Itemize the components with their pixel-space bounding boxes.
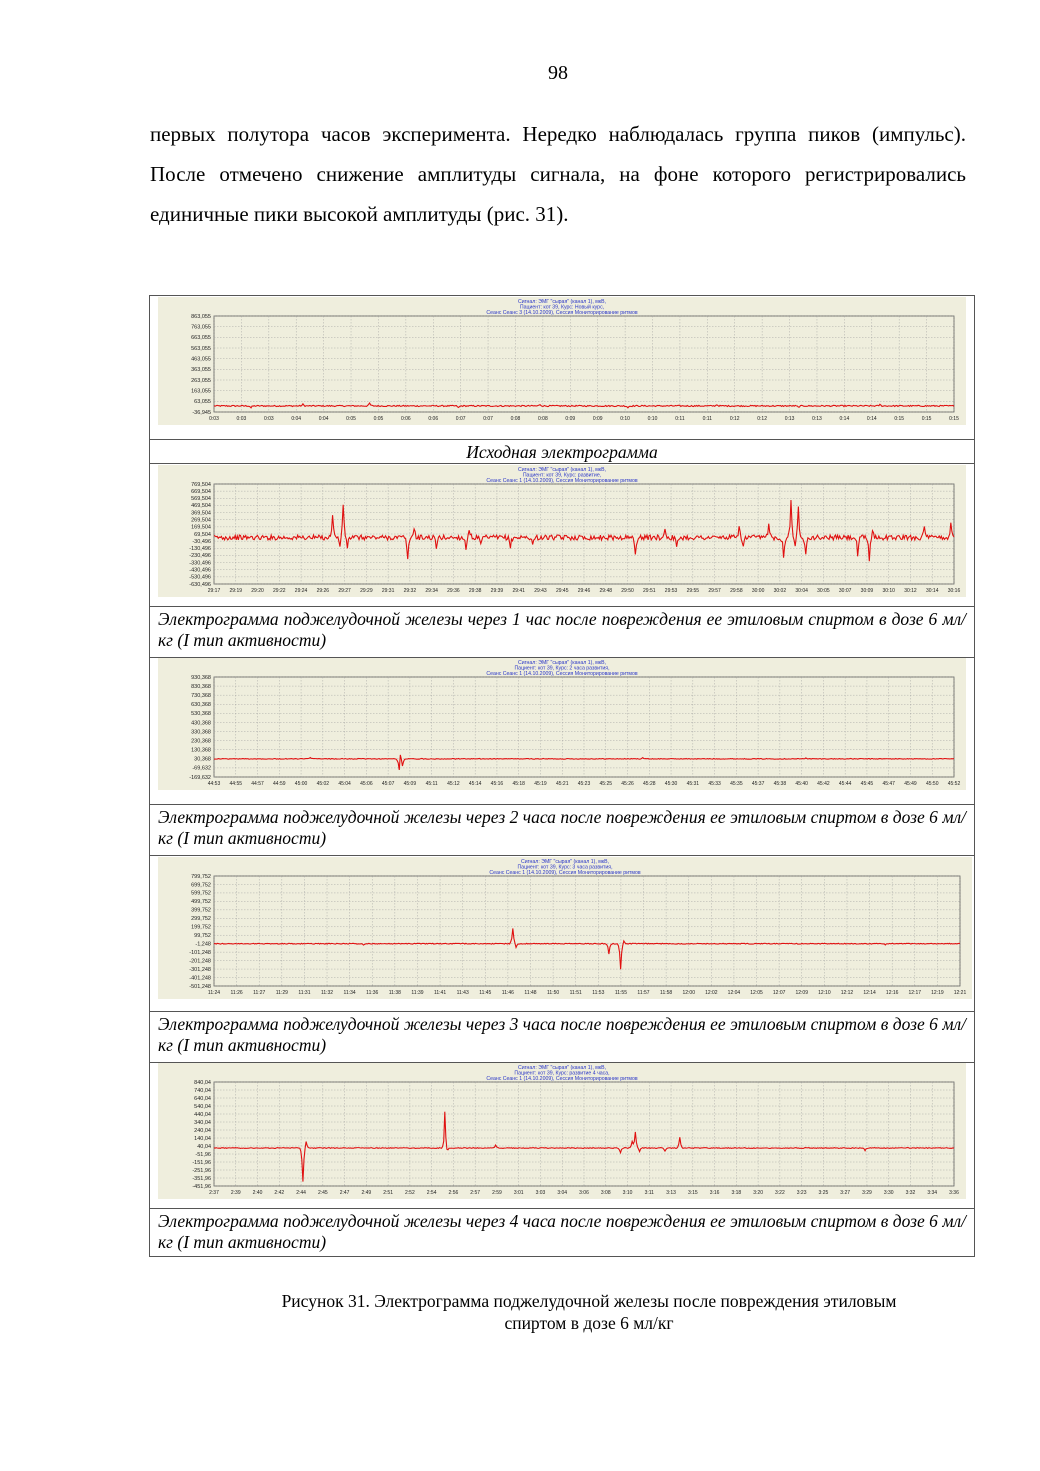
y-tick-label: 563,055 bbox=[191, 345, 211, 352]
x-tick-label: 3:15 bbox=[687, 1190, 698, 1196]
y-tick-label: 130,368 bbox=[191, 747, 211, 754]
x-tick-label: 0:05 bbox=[373, 416, 384, 422]
x-tick-label: 0:07 bbox=[455, 416, 466, 422]
x-tick-label: 11:41 bbox=[433, 990, 447, 996]
x-tick-label: 0:14 bbox=[839, 416, 850, 422]
x-tick-label: 45:23 bbox=[577, 781, 591, 787]
x-tick-label: 3:13 bbox=[666, 1190, 676, 1196]
x-tick-label: 0:11 bbox=[675, 416, 685, 422]
x-tick-label: 0:04 bbox=[291, 416, 302, 422]
x-tick-label: 12:00 bbox=[682, 990, 695, 996]
x-tick-label: 11:48 bbox=[524, 990, 537, 996]
y-tick-label: 199,752 bbox=[191, 924, 211, 931]
x-tick-label: 2:44 bbox=[296, 1190, 306, 1196]
y-tick-label: 630,368 bbox=[191, 702, 211, 709]
x-tick-label: 45:37 bbox=[751, 781, 765, 787]
x-tick-label: 45:02 bbox=[316, 781, 330, 787]
x-tick-label: 29:57 bbox=[708, 588, 721, 594]
panel-caption: Электрограмма поджелудочной железы через 1 час после повреждения ее этиловым спиртом в дозе 6 мл/кг (I тип активности) bbox=[150, 606, 974, 658]
x-tick-label: 2:42 bbox=[274, 1190, 285, 1196]
y-tick-label: 363,055 bbox=[191, 367, 211, 374]
y-tick-label: 399,752 bbox=[191, 907, 211, 914]
x-tick-label: 0:15 bbox=[894, 416, 905, 422]
x-tick-label: 0:08 bbox=[538, 416, 548, 422]
panel-caption: Электрограмма поджелудочной железы через 3 часа после повреждения ее этиловым спиртом в дозе 6 мл/кг (I тип активности) bbox=[150, 1011, 974, 1063]
x-tick-label: 0:06 bbox=[400, 416, 411, 422]
y-tick-label: -30,496 bbox=[192, 538, 211, 545]
y-tick-label: -301,248 bbox=[189, 966, 211, 973]
y-tick-label: 240,04 bbox=[194, 1127, 211, 1134]
y-tick-label: 440,04 bbox=[194, 1111, 211, 1118]
x-tick-label: 3:23 bbox=[796, 1190, 807, 1196]
plot-cell bbox=[150, 1063, 974, 1208]
x-tick-label: 3:22 bbox=[775, 1190, 785, 1196]
y-tick-label: -401,248 bbox=[189, 975, 211, 982]
y-tick-label: 863,055 bbox=[191, 313, 211, 320]
chart-header-text: Пациент: кот 39, Курс: Новый курс, bbox=[519, 304, 605, 311]
x-tick-label: 3:29 bbox=[862, 1190, 872, 1196]
y-tick-label: 740,04 bbox=[194, 1087, 211, 1094]
x-tick-label: 30:12 bbox=[904, 588, 917, 594]
x-tick-label: 45:49 bbox=[904, 781, 917, 787]
x-tick-label: 29:36 bbox=[447, 588, 460, 594]
x-tick-label: 12:04 bbox=[727, 990, 741, 996]
x-tick-label: 45:18 bbox=[512, 781, 525, 787]
x-tick-label: 2:39 bbox=[230, 1190, 241, 1196]
x-tick-label: 45:04 bbox=[338, 781, 351, 787]
y-tick-label: 430,368 bbox=[191, 720, 211, 727]
y-tick-label: 40,04 bbox=[197, 1143, 211, 1150]
y-tick-label: 340,04 bbox=[194, 1119, 211, 1126]
x-tick-label: 12:02 bbox=[705, 990, 718, 996]
chart-header-text: Сигнал: ЭМГ "сырая" (канал 1), мкВ, bbox=[518, 467, 606, 473]
chart-header-text: Пациент: кот 39, Курс: развитие, bbox=[522, 472, 602, 479]
y-tick-label: 569,504 bbox=[191, 496, 211, 503]
x-tick-label: 0:08 bbox=[510, 416, 521, 422]
x-tick-label: 30:09 bbox=[860, 588, 874, 594]
y-tick-label: 530,368 bbox=[191, 711, 211, 718]
y-tick-label: -501,248 bbox=[189, 983, 211, 990]
panel-caption: Исходная электрограмма bbox=[150, 439, 974, 464]
x-tick-label: 12:10 bbox=[818, 990, 831, 996]
y-tick-label: -430,496 bbox=[189, 567, 211, 574]
x-tick-label: 3:11 bbox=[644, 1190, 654, 1196]
y-tick-label: 230,368 bbox=[191, 738, 211, 745]
y-tick-label: 840,04 bbox=[194, 1079, 211, 1086]
x-tick-label: 29:29 bbox=[360, 588, 373, 594]
x-tick-label: 11:39 bbox=[411, 990, 424, 996]
x-tick-label: 11:34 bbox=[343, 990, 356, 996]
y-tick-label: 99,752 bbox=[194, 933, 211, 940]
plot-cell bbox=[150, 464, 974, 606]
x-tick-label: 0:12 bbox=[757, 416, 768, 422]
x-tick-label: 2:56 bbox=[448, 1190, 459, 1196]
x-tick-label: 0:10 bbox=[647, 416, 658, 422]
y-tick-label: 499,752 bbox=[191, 899, 211, 906]
x-tick-label: 45:06 bbox=[360, 781, 373, 787]
x-tick-label: 3:06 bbox=[579, 1190, 589, 1196]
x-tick-label: 29:53 bbox=[664, 588, 678, 594]
x-tick-label: 30:10 bbox=[882, 588, 895, 594]
x-tick-label: 45:11 bbox=[425, 781, 438, 787]
x-tick-label: 30:00 bbox=[751, 588, 765, 594]
x-tick-label: 2:47 bbox=[339, 1190, 350, 1196]
y-tick-label: 830,368 bbox=[191, 683, 211, 690]
x-tick-label: 29:46 bbox=[577, 588, 591, 594]
y-tick-label: -230,496 bbox=[189, 553, 211, 560]
y-tick-label: 369,504 bbox=[191, 510, 211, 517]
x-tick-label: 12:19 bbox=[931, 990, 944, 996]
y-tick-label: 640,04 bbox=[194, 1095, 211, 1102]
y-tick-label: 599,752 bbox=[191, 890, 211, 897]
y-tick-label: 299,752 bbox=[191, 916, 211, 923]
x-tick-label: 29:31 bbox=[381, 588, 395, 594]
x-tick-label: 0:13 bbox=[812, 416, 822, 422]
x-tick-label: 45:28 bbox=[643, 781, 656, 787]
y-tick-label: 699,752 bbox=[191, 882, 211, 889]
x-tick-label: 0:11 bbox=[702, 416, 713, 422]
x-tick-label: 29:43 bbox=[534, 588, 547, 594]
x-tick-label: 0:05 bbox=[346, 416, 356, 422]
x-tick-label: 30:07 bbox=[838, 588, 852, 594]
chart bbox=[158, 658, 966, 790]
y-tick-label: -36,945 bbox=[192, 409, 211, 416]
y-tick-label: -130,496 bbox=[189, 546, 211, 553]
x-tick-label: 3:36 bbox=[949, 1190, 959, 1196]
y-tick-label: 169,504 bbox=[191, 524, 211, 531]
x-tick-label: 0:03 bbox=[263, 416, 274, 422]
y-tick-label: 799,752 bbox=[191, 873, 211, 880]
x-tick-label: 0:09 bbox=[565, 416, 576, 422]
y-tick-label: 140,04 bbox=[194, 1135, 211, 1142]
x-tick-label: 3:20 bbox=[753, 1190, 763, 1196]
x-tick-label: 45:42 bbox=[817, 781, 830, 787]
y-tick-label: 469,504 bbox=[191, 503, 211, 510]
x-tick-label: 45:50 bbox=[925, 781, 939, 787]
y-tick-label: -451,96 bbox=[192, 1183, 211, 1190]
x-tick-label: 29:50 bbox=[621, 588, 634, 594]
chart-header-text: Сеанс Сеанс 1 (14.10.2009), Сессия Мониторирование ритмов bbox=[486, 1076, 638, 1082]
y-tick-label: 730,368 bbox=[191, 692, 211, 699]
x-tick-label: 0:10 bbox=[620, 416, 630, 422]
y-tick-label: -351,96 bbox=[192, 1175, 211, 1182]
x-tick-label: 0:09 bbox=[592, 416, 603, 422]
plot-cell bbox=[150, 658, 974, 804]
x-tick-label: 29:55 bbox=[686, 588, 700, 594]
y-tick-label: -101,248 bbox=[189, 949, 211, 956]
x-tick-label: 29:48 bbox=[599, 588, 613, 594]
x-tick-label: 12:16 bbox=[885, 990, 899, 996]
x-tick-label: 30:16 bbox=[947, 588, 961, 594]
x-tick-label: 30:05 bbox=[817, 588, 830, 594]
x-tick-label: 11:24 bbox=[207, 990, 221, 996]
x-tick-label: 45:25 bbox=[599, 781, 613, 787]
chart bbox=[158, 857, 972, 999]
chart bbox=[158, 1063, 966, 1199]
figure-table bbox=[149, 295, 975, 1257]
x-tick-label: 11:27 bbox=[253, 990, 266, 996]
x-tick-label: 11:32 bbox=[320, 990, 334, 996]
y-tick-label: -51,96 bbox=[195, 1151, 211, 1158]
chart-header-text: Сеанс Сеанс 1 (14.10.2009), Сессия Мониторирование ритмов bbox=[486, 478, 638, 484]
x-tick-label: 29:45 bbox=[555, 588, 569, 594]
x-tick-label: 45:44 bbox=[838, 781, 852, 787]
chart-header-text: Пациент: кот 39, Курс: 2 часа развития, bbox=[514, 665, 610, 672]
x-tick-label: 29:24 bbox=[294, 588, 308, 594]
y-tick-label: -1,248 bbox=[195, 941, 211, 948]
x-tick-label: 45:21 bbox=[555, 781, 569, 787]
x-tick-label: 3:30 bbox=[883, 1190, 894, 1196]
plot-cell bbox=[150, 296, 974, 439]
chart-header-text: Сеанс Сеанс 1 (14.10.2009), Сессия Мониторирование ритмов bbox=[486, 671, 638, 677]
x-tick-label: 11:31 bbox=[298, 990, 311, 996]
y-tick-label: -630,496 bbox=[189, 581, 211, 588]
y-tick-label: 163,055 bbox=[191, 388, 211, 395]
x-tick-label: 44:55 bbox=[229, 781, 243, 787]
chart-header-text: Сеанс Сеанс 1 (14.10.2009), Сессия Мониторирование ритмов bbox=[489, 870, 641, 876]
x-tick-label: 12:14 bbox=[863, 990, 876, 996]
chart-header-text: Сигнал: ЭМГ "сырая" (канал 1), мкВ, bbox=[518, 299, 606, 305]
y-tick-label: 463,055 bbox=[191, 356, 211, 363]
x-tick-label: 29:34 bbox=[425, 588, 438, 594]
x-tick-label: 29:58 bbox=[730, 588, 743, 594]
x-tick-label: 30:04 bbox=[795, 588, 808, 594]
y-tick-label: -330,496 bbox=[189, 560, 211, 567]
x-tick-label: 29:38 bbox=[468, 588, 482, 594]
x-tick-label: 29:26 bbox=[316, 588, 330, 594]
figure-caption bbox=[218, 1290, 960, 1334]
x-tick-label: 44:53 bbox=[207, 781, 221, 787]
x-tick-label: 2:59 bbox=[492, 1190, 502, 1196]
x-tick-label: 3:08 bbox=[600, 1190, 611, 1196]
x-tick-label: 11:53 bbox=[592, 990, 605, 996]
x-tick-label: 2:51 bbox=[383, 1190, 393, 1196]
chart-header-text: Сигнал: ЭМГ "сырая" (канал 1), мкВ, bbox=[518, 1065, 606, 1071]
x-tick-label: 0:15 bbox=[949, 416, 959, 422]
x-tick-label: 11:55 bbox=[614, 990, 627, 996]
x-tick-label: 11:26 bbox=[230, 990, 243, 996]
y-tick-label: 330,368 bbox=[191, 729, 211, 736]
x-tick-label: 29:27 bbox=[338, 588, 351, 594]
chart bbox=[158, 465, 966, 597]
x-tick-label: 3:25 bbox=[818, 1190, 829, 1196]
x-tick-label: 12:05 bbox=[750, 990, 763, 996]
x-tick-label: 45:31 bbox=[686, 781, 700, 787]
x-tick-label: 45:00 bbox=[294, 781, 308, 787]
x-tick-label: 0:06 bbox=[428, 416, 439, 422]
y-tick-label: 69,504 bbox=[194, 531, 211, 538]
x-tick-label: 3:10 bbox=[622, 1190, 633, 1196]
x-tick-label: 30:02 bbox=[773, 588, 787, 594]
x-tick-label: 11:57 bbox=[637, 990, 650, 996]
x-tick-label: 30:14 bbox=[925, 588, 939, 594]
y-tick-label: 30,368 bbox=[194, 756, 211, 763]
y-tick-label: 540,04 bbox=[194, 1103, 211, 1110]
x-tick-label: 45:52 bbox=[947, 781, 961, 787]
x-tick-label: 0:12 bbox=[729, 416, 740, 422]
y-tick-label: 269,504 bbox=[191, 517, 211, 524]
x-tick-label: 0:03 bbox=[209, 416, 219, 422]
x-tick-label: 3:27 bbox=[840, 1190, 851, 1196]
chart-header-text: Сеанс Сеанс 3 (14.10.2009), Сессия Мониторирование ритмов bbox=[486, 310, 638, 316]
x-tick-label: 11:29 bbox=[275, 990, 288, 996]
x-tick-label: 3:04 bbox=[557, 1190, 568, 1196]
x-tick-label: 2:37 bbox=[209, 1190, 219, 1196]
x-tick-label: 29:32 bbox=[403, 588, 417, 594]
body-paragraph: первых полутора часов эксперимента. Нередко наблюдалась группа пиков (импульс). После отмечено снижение амплитуды сигнала, на фоне которого регистрировались единичные пики высокой амплитуды (рис. 31). bbox=[150, 122, 966, 226]
x-tick-label: 3:16 bbox=[709, 1190, 720, 1196]
page-number: 98 bbox=[548, 62, 568, 84]
x-tick-label: 11:46 bbox=[501, 990, 514, 996]
plot-cell bbox=[150, 856, 974, 1011]
chart-header-text: Пациент: кот 39, Курс: развитие 4 часа, bbox=[514, 1070, 610, 1077]
x-tick-label: 45:14 bbox=[468, 781, 482, 787]
x-tick-label: 2:49 bbox=[361, 1190, 372, 1196]
x-tick-label: 45:33 bbox=[708, 781, 721, 787]
x-tick-label: 3:32 bbox=[905, 1190, 916, 1196]
x-tick-label: 2:40 bbox=[252, 1190, 263, 1196]
x-tick-label: 45:30 bbox=[664, 781, 678, 787]
x-tick-label: 45:47 bbox=[882, 781, 895, 787]
x-tick-label: 3:34 bbox=[927, 1190, 938, 1196]
x-tick-label: 0:07 bbox=[483, 416, 493, 422]
x-tick-label: 11:38 bbox=[388, 990, 401, 996]
x-tick-label: 0:15 bbox=[921, 416, 932, 422]
x-tick-label: 29:41 bbox=[512, 588, 525, 594]
chart bbox=[158, 297, 966, 425]
x-tick-label: 45:38 bbox=[773, 781, 787, 787]
x-tick-label: 44:59 bbox=[273, 781, 286, 787]
panel-caption: Электрограмма поджелудочной железы через 2 часа после повреждения ее этиловым спиртом в дозе 6 мл/кг (I тип активности) bbox=[150, 804, 974, 856]
x-tick-label: 0:13 bbox=[784, 416, 795, 422]
x-tick-label: 45:09 bbox=[403, 781, 417, 787]
x-tick-label: 45:12 bbox=[447, 781, 460, 787]
chart-header-text: Сигнал: ЭМГ "сырая" (канал 1), мкВ, bbox=[518, 660, 606, 666]
x-tick-label: 45:16 bbox=[490, 781, 504, 787]
y-tick-label: -169,632 bbox=[189, 774, 211, 781]
chart-header-text: Сигнал: ЭМГ "сырая" (канал 1), мкВ, bbox=[521, 859, 609, 865]
x-tick-label: 0:04 bbox=[318, 416, 329, 422]
x-tick-label: 3:18 bbox=[731, 1190, 742, 1196]
y-tick-label: 663,055 bbox=[191, 335, 211, 342]
x-tick-label: 11:43 bbox=[456, 990, 469, 996]
x-tick-label: 12:17 bbox=[908, 990, 922, 996]
chart-header-text: Пациент: кот 39, Курс: 3 часа развития, bbox=[517, 864, 613, 871]
x-tick-label: 11:36 bbox=[366, 990, 379, 996]
x-tick-label: 45:19 bbox=[534, 781, 547, 787]
y-tick-label: 63,055 bbox=[194, 399, 211, 406]
y-tick-label: -251,96 bbox=[192, 1167, 211, 1174]
x-tick-label: 45:07 bbox=[381, 781, 395, 787]
x-tick-label: 45:40 bbox=[795, 781, 808, 787]
x-tick-label: 2:52 bbox=[405, 1190, 415, 1196]
x-tick-label: 0:14 bbox=[866, 416, 877, 422]
x-tick-label: 29:19 bbox=[229, 588, 243, 594]
x-tick-label: 12:09 bbox=[795, 990, 809, 996]
x-tick-label: 45:26 bbox=[621, 781, 634, 787]
x-tick-label: 29:51 bbox=[643, 588, 656, 594]
x-tick-label: 12:21 bbox=[953, 990, 967, 996]
x-tick-label: 2:57 bbox=[470, 1190, 481, 1196]
y-tick-label: 769,504 bbox=[191, 481, 211, 488]
x-tick-label: 29:22 bbox=[273, 588, 286, 594]
y-tick-label: 669,504 bbox=[191, 488, 211, 495]
x-tick-label: 3:03 bbox=[535, 1190, 546, 1196]
x-tick-label: 29:20 bbox=[251, 588, 264, 594]
y-tick-label: -201,248 bbox=[189, 958, 211, 965]
x-tick-label: 11:50 bbox=[547, 990, 560, 996]
y-tick-label: 263,055 bbox=[191, 377, 211, 384]
x-tick-label: 45:45 bbox=[860, 781, 874, 787]
x-tick-label: 11:58 bbox=[660, 990, 673, 996]
x-tick-label: 29:39 bbox=[490, 588, 504, 594]
figure-caption-line: спиртом в дозе 6 мл/кг bbox=[504, 1313, 674, 1333]
x-tick-label: 0:03 bbox=[236, 416, 247, 422]
x-tick-label: 2:54 bbox=[426, 1190, 437, 1196]
x-tick-label: 12:07 bbox=[772, 990, 786, 996]
y-tick-label: -151,96 bbox=[192, 1159, 211, 1166]
x-tick-label: 3:01 bbox=[513, 1190, 524, 1196]
y-tick-label: 930,368 bbox=[191, 674, 211, 681]
y-tick-label: -69,632 bbox=[192, 765, 211, 772]
panel-caption: Электрограмма поджелудочной железы через 4 часа после повреждения ее этиловым спиртом в дозе 6 мл/кг (I тип активности) bbox=[150, 1208, 974, 1256]
x-tick-label: 44:57 bbox=[251, 781, 264, 787]
x-tick-label: 12:12 bbox=[840, 990, 854, 996]
x-tick-label: 45:35 bbox=[730, 781, 743, 787]
y-tick-label: 763,055 bbox=[191, 324, 211, 331]
y-tick-label: -530,496 bbox=[189, 574, 211, 581]
x-tick-label: 11:45 bbox=[479, 990, 492, 996]
x-tick-label: 2:45 bbox=[317, 1190, 328, 1196]
x-tick-label: 29:17 bbox=[207, 588, 221, 594]
x-tick-label: 11:51 bbox=[569, 990, 582, 996]
figure-caption-line: Рисунок 31. Электрограмма поджелудочной железы после повреждения этиловым bbox=[281, 1291, 897, 1311]
